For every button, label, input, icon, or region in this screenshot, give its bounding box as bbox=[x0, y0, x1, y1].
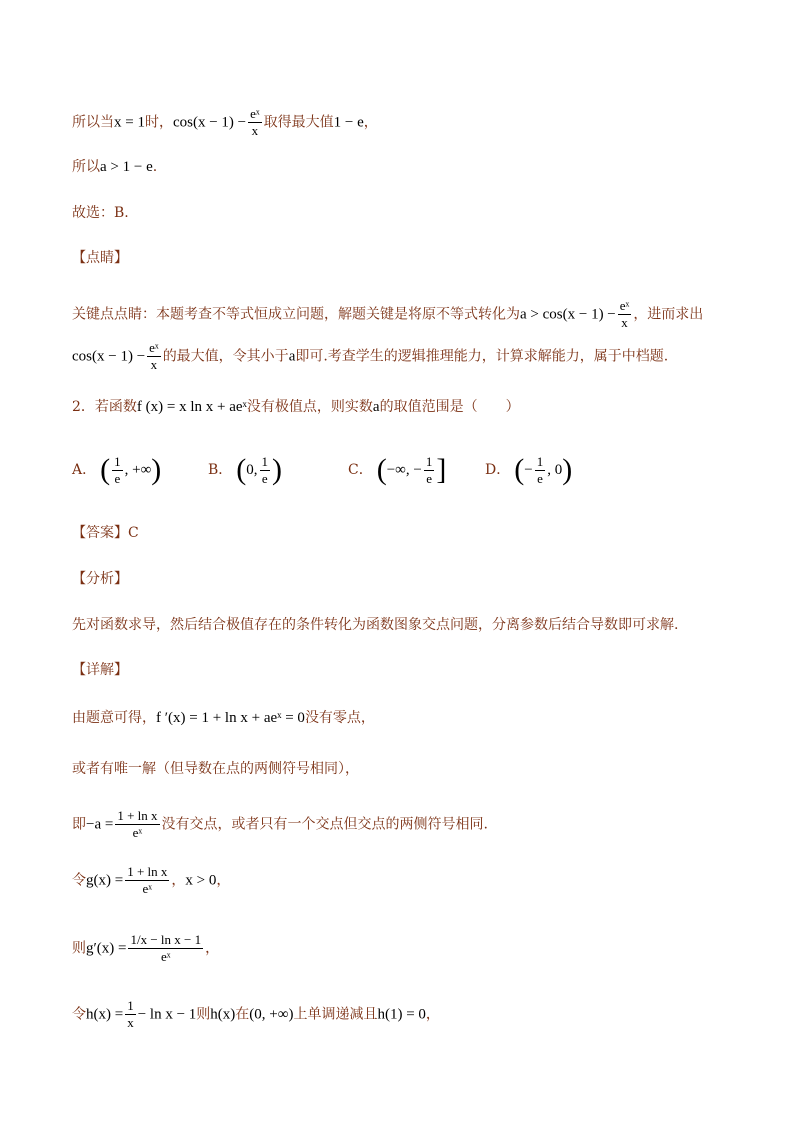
deriv-line-5: 则g′(x) = $\frac{\text{1/x − ln x − 1}}{\text{eˣ}}$ ， bbox=[72, 932, 220, 964]
text: 所以 bbox=[72, 159, 100, 175]
option-c: C． (−∞, − $\frac{1}{e}$ ] bbox=[348, 453, 447, 486]
math: 1 − e bbox=[333, 114, 364, 131]
deriv-line-3: 即−a = $\frac{\text{1 + ln x}}{\text{eˣ}}$ 没有交点，或者只有一个交点但交点的两侧符号相同. bbox=[72, 808, 488, 840]
heading-answer: 【答案】C bbox=[72, 525, 139, 541]
option-d: D． (− $\frac{1}{e}$ , 0) bbox=[485, 453, 573, 486]
text: 没有极值点，则实数 bbox=[246, 399, 373, 415]
deriv-line-4: 令g(x) = $\frac{\text{1 + ln x}}{\text{eˣ}}$ ，x > 0， bbox=[72, 864, 231, 896]
option-a: A． ( $\frac{1}{e}$ , +∞) bbox=[72, 453, 162, 486]
math: a > cos(x − 1) − bbox=[520, 306, 616, 323]
math: a bbox=[372, 399, 380, 415]
heading-fenxi: 【分析】 bbox=[72, 571, 128, 587]
line-conclusion bbox=[72, 157, 157, 177]
deriv-line-6: 令h(x) = $\frac{1}{x}$ − ln x − 1则h(x)在(0, +∞)上单调递减且h(1) = 0， bbox=[72, 998, 440, 1030]
question-2 bbox=[72, 397, 520, 417]
math: x = 1 bbox=[114, 114, 145, 131]
math: a bbox=[288, 348, 296, 365]
deriv-line-2: 或者有唯一解（但导数在点的两侧符号相同）， bbox=[72, 761, 359, 777]
text: 的取值范围是（ ） bbox=[379, 399, 520, 415]
fraction: $\frac{\text{eˣ}}{x}$ bbox=[250, 106, 260, 138]
text: . bbox=[152, 159, 158, 175]
fraction: $\frac{\text{eˣ}}{x}$ bbox=[149, 340, 159, 372]
text: 2．若函数 bbox=[72, 399, 137, 415]
text: 的最大值，令其小于 bbox=[162, 348, 289, 365]
math: a > 1 − e bbox=[100, 159, 153, 175]
option-b: B． (0, $\frac{1}{e}$ ) bbox=[208, 453, 283, 486]
text: 取得最大值 bbox=[263, 114, 334, 131]
fraction: $\frac{\text{eˣ}}{x}$ bbox=[619, 298, 630, 330]
text: ，进而求出 bbox=[633, 306, 704, 323]
text: 时， bbox=[144, 114, 173, 131]
text: 即可.考查学生的逻辑推理能力，计算求解能力，属于中档题. bbox=[295, 348, 669, 365]
fenxi-text: 先对函数求导，然后结合极值存在的条件转化为函数图象交点问题，分离参数后结合导数即可求解. bbox=[72, 617, 679, 633]
text: ， bbox=[363, 114, 378, 131]
line-max-value bbox=[72, 106, 378, 139]
math: cos(x − 1) − bbox=[72, 348, 146, 365]
math: cos(x − 1) − bbox=[172, 114, 247, 131]
deriv-line-1: 由题意可得，f ′(x) = 1 + ln x + aeˣ = 0没有零点， bbox=[72, 710, 375, 726]
math: f (x) = x ln x + aeˣ bbox=[136, 399, 247, 415]
heading-dianjing: 【点睛】 bbox=[72, 250, 128, 266]
text: 关键点点睛：本题考查不等式恒成立问题，解题关键是将原不等式转化为 bbox=[72, 306, 520, 323]
line-choice: 故选：B. bbox=[72, 205, 129, 221]
heading-xiangjie: 【详解】 bbox=[72, 662, 128, 678]
text: 所以当 bbox=[72, 114, 114, 131]
line-keypoint-cont bbox=[72, 340, 668, 373]
line-keypoint bbox=[72, 298, 703, 331]
